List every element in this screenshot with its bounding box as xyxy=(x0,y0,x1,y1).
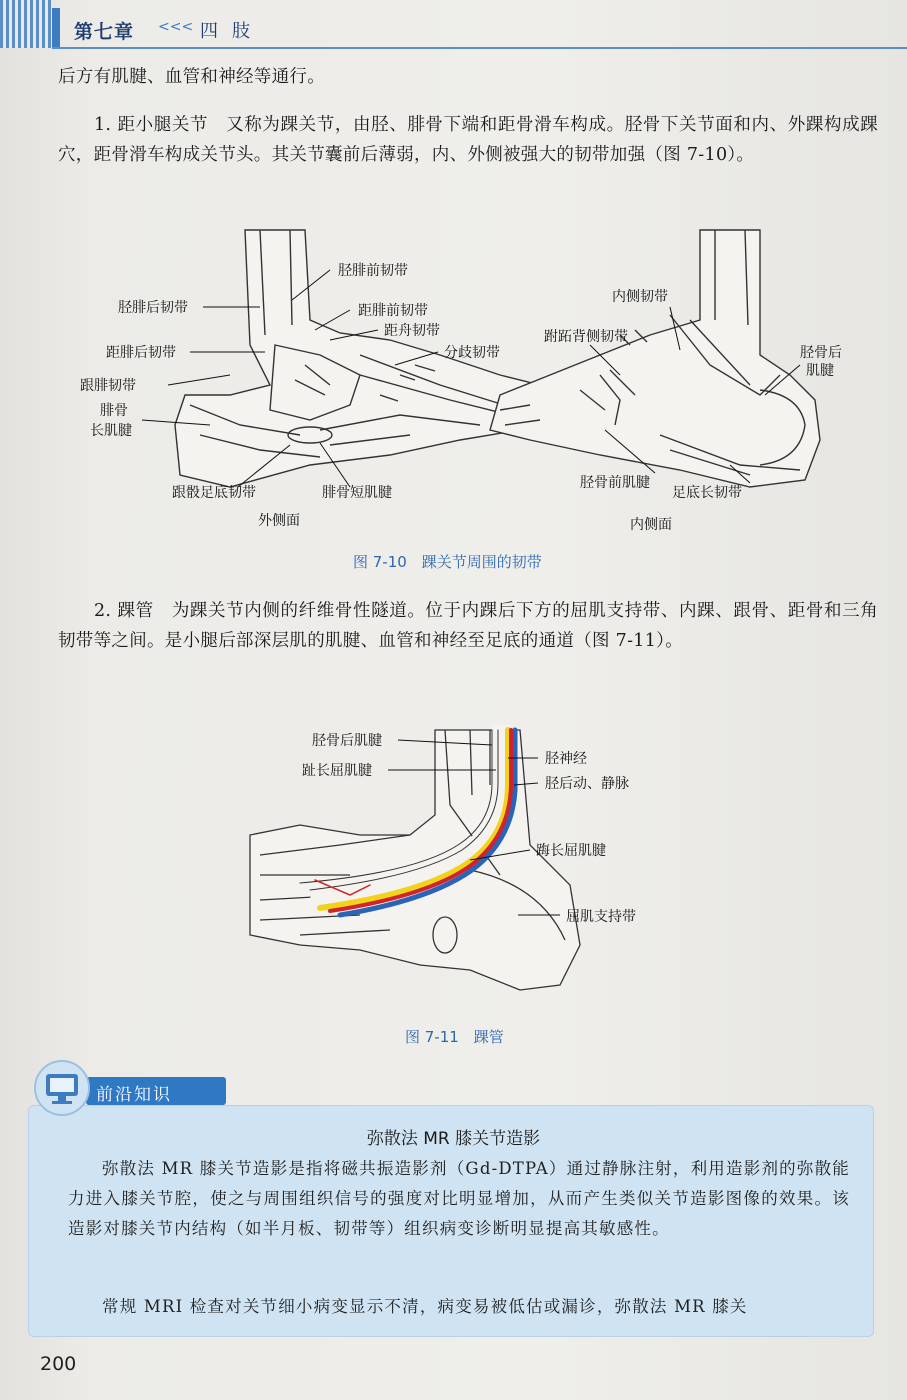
label-medial-view: 内侧面 xyxy=(630,517,672,533)
header-arrows: <<< xyxy=(158,19,194,35)
figure-7-11-tarsal-tunnel xyxy=(240,725,690,1015)
label-post-talofibular: 距腓后韧带 xyxy=(106,345,176,361)
figure-7-10-caption: 图 7-10 踝关节周围的韧带 xyxy=(353,553,542,571)
header-stripes xyxy=(0,0,52,48)
label-tibial-nerve: 胫神经 xyxy=(545,751,587,767)
monitor-icon xyxy=(28,1058,96,1118)
label-ant-talofibular: 距腓前韧带 xyxy=(358,303,428,319)
label-ant-tibiofibular: 胫腓前韧带 xyxy=(338,263,408,279)
header-rule xyxy=(52,47,907,49)
page-number: 200 xyxy=(40,1353,77,1375)
label-calcaneocuboid-plantar: 跟骰足底韧带 xyxy=(172,485,256,501)
paragraph-continuation: 后方有肌腱、血管和神经等通行。 xyxy=(58,67,325,87)
header-tab-marker xyxy=(52,8,60,48)
medial-foot-illustration xyxy=(490,230,820,487)
label-tib-post-tendon: 胫骨后肌腱 xyxy=(312,733,382,749)
frontier-title: 弥散法 MR 膝关节造影 xyxy=(366,1129,541,1149)
label-retinaculum: 屈肌支持带 xyxy=(566,909,636,925)
figure-7-11-caption: 图 7-11 踝管 xyxy=(405,1028,504,1046)
label-peroneus-longus-2: 长肌腱 xyxy=(90,423,132,439)
frontier-paragraph-2: 常规 MRI 检查对关节细小病变显示不清，病变易被低估或漏诊，弥散法 MR 膝关 xyxy=(102,1297,748,1316)
label-peroneus-brevis: 腓骨短肌腱 xyxy=(322,485,392,501)
section-title: 四肢 xyxy=(200,21,264,42)
chapter-title: 第七章 xyxy=(74,21,135,43)
label-fdl-tendon: 趾长屈肌腱 xyxy=(302,763,372,779)
label-calcaneofibular: 跟腓韧带 xyxy=(80,378,136,394)
label-lateral-view: 外侧面 xyxy=(258,513,300,529)
frontier-badge-label: 前沿知识 xyxy=(96,1085,172,1105)
label-peroneus-longus-1: 腓骨 xyxy=(100,403,128,419)
tarsal-tunnel-illustration xyxy=(250,730,580,990)
label-tib-post-2: 肌腱 xyxy=(806,363,834,379)
frontier-paragraph-1: 弥散法 MR 膝关节造影是指将磁共振造影剂（Gd-DTPA）通过静脉注射，利用造影剂的弥散能力进入膝关节腔，使之与周围组织信号的强度对比明显增加，从而产生类似关节造影图像的效果。该造影对膝关节内结构（如半月板、韧带等）组织病变诊断明显提高其敏感性。 xyxy=(68,1159,850,1238)
figure-7-10-ligaments xyxy=(60,225,860,545)
paragraph-tarsal-tunnel: 2. 踝管 为踝关节内侧的纤维骨性隧道。位于内踝后下方的屈肌支持带、内踝、跟骨、距骨和三角韧带等之间。是小腿后部深层肌的肌腱、血管和神经至足底的通道（图 7-11）。 xyxy=(58,601,878,651)
label-medial-ligament: 内侧韧带 xyxy=(612,289,668,305)
label-dorsal-tarsometatarsal: 跗跖背侧韧带 xyxy=(544,329,628,345)
label-tib-ant: 胫骨前肌腱 xyxy=(580,475,650,491)
label-talonavicular: 距舟韧带 xyxy=(384,323,440,339)
label-tibial-vessels: 胫后动、静脉 xyxy=(545,776,629,792)
label-post-tibiofibular: 胫腓后韧带 xyxy=(118,300,188,316)
label-bifurcate: 分歧韧带 xyxy=(444,345,500,361)
label-tib-post-1: 胫骨后 xyxy=(800,345,842,361)
label-long-plantar: 足底长韧带 xyxy=(672,485,742,501)
paragraph-ankle-joint: 1. 距小腿关节 又称为踝关节，由胫、腓骨下端和距骨滑车构成。胫骨下关节面和内、外踝构成踝穴，距骨滑车构成关节头。其关节囊前后薄弱，内、外侧被强大的韧带加强（图 7-10）。 xyxy=(58,115,878,165)
label-fhl-tendon: 踇长屈肌腱 xyxy=(536,843,606,859)
